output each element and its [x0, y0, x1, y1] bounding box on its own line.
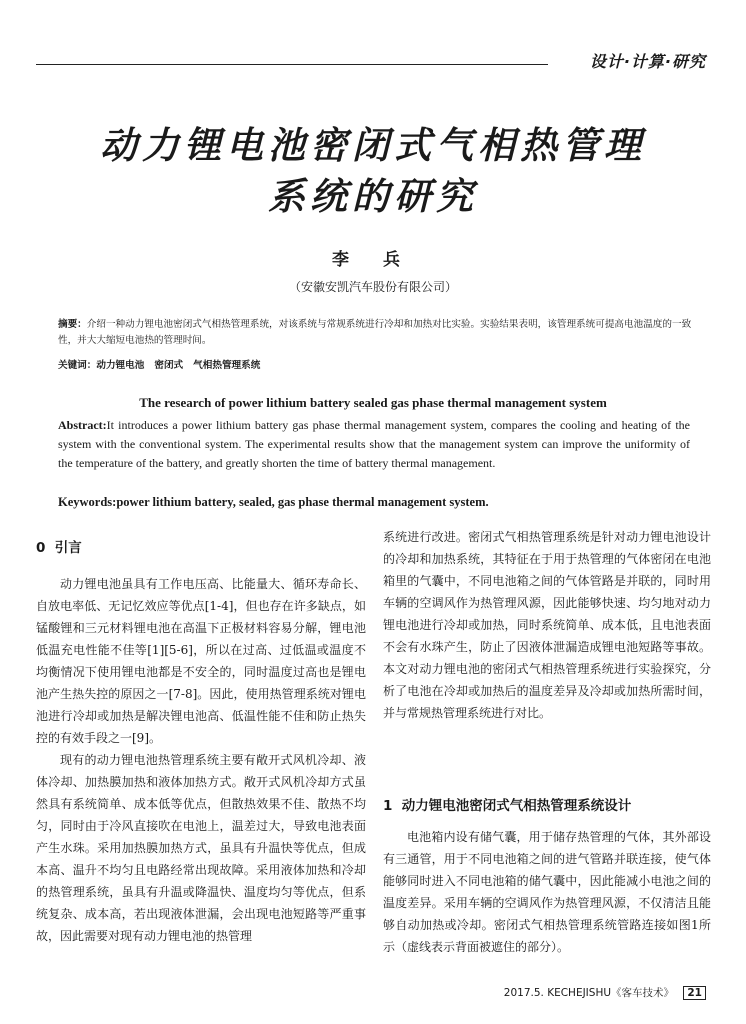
- footer-issue: 2017.5.: [503, 987, 544, 999]
- english-title: The research of power lithium battery sealed gas phase thermal management system: [139, 395, 607, 410]
- abstract-cn: [58, 317, 698, 348]
- page-number: 21: [683, 986, 706, 1000]
- page-footer: [504, 985, 706, 1000]
- right-column: [383, 526, 711, 724]
- article-title-line2: 系统的研究: [268, 175, 478, 218]
- affiliation: （安徽安凯汽车股份有限公司）: [288, 280, 457, 294]
- article-title-line1: 动力锂电池密闭式气相热管理: [100, 124, 646, 167]
- intro-paragraph-2: 现有的动力锂电池热管理系统主要有敞开式风机冷却、液体冷却、加热膜加热和液体加热方式。敞开式风机冷却方式虽然具有系统简单、成本低等优点，但散热效果不佳、散热不均匀，同时由于冷风直接吹在电池上，温差过大，导致电池表面产生水珠。采用加热膜加热方式，虽具有升温快等优点，但成本高、温升不均匀且电路经常出现故障。采用液体加热和冷却的热管理系统，虽具有升温或降温快、温度均匀等优点，但系统复杂、成本高，若出现液体泄漏，会出现电池短路等严重事故，因此需要对现有动力锂电池的热管理: [36, 753, 366, 943]
- header-rule: [36, 64, 548, 65]
- right-column-design: [383, 826, 711, 958]
- keywords-cn-label: 关键词：: [58, 360, 97, 371]
- keywords-cn-text: 动力锂电池 密闭式 气相热管理系统: [96, 360, 261, 371]
- section-heading-design: 1 动力锂电池密闭式气相热管理系统设计: [383, 798, 632, 814]
- abstract-en: [58, 416, 690, 473]
- keywords-cn: [58, 357, 698, 371]
- footer-journal: KECHEJISHU《客车技术》: [547, 987, 675, 999]
- left-column: [36, 573, 366, 947]
- section-heading-intro: 0 引言: [36, 540, 82, 556]
- abstract-en-text: It introduces a power lithium battery gas phase thermal management system, compares the cooling and heating of the system with the conventional system. The experimental results show that the management system can improve the uniformity of the temperature of the battery, and greatly shorten the time of battery thermal management.: [58, 418, 690, 470]
- keywords-en: [58, 495, 698, 510]
- abstract-cn-label: 摘要：: [58, 319, 87, 330]
- intro-paragraph-1: 动力锂电池虽具有工作电压高、比能量大、循环寿命长、自放电率低、无记忆效应等优点[1-4]，但也存在许多缺点，如锰酸锂和三元材料锂电池在高温下正极材料容易分解，锂电池低温充电性能不佳等[1][5-6]，所以在过高、过低温或温度不均衡情况下使用锂电池都是不安全的，同时温度过高也是锂电池产生热失控的原因之一[7-8]。因此，使用热管理系统对锂电池进行冷却或加热是解决锂电池高、低温性能不佳和防止热失控的有效手段之一[9]。: [36, 577, 366, 745]
- intro-paragraph-3: 系统进行改进。密闭式气相热管理系统是针对动力锂电池设计的冷却和加热系统，其特征在于用于热管理的气体密闭在电池箱里的气囊中，不同电池箱之间的气体管路是并联的，同时用车辆的空调风作为热管理风源，因此能够快速、均匀地对动力锂电池进行冷却或加热，同时系统简单、成本低，且电池表面不会有水珠产生，防止了因液体泄漏造成锂电池短路等事故。本文对动力锂电池的密闭式气相热管理系统进行实验探究，分析了电池在冷却或加热后的温度差异及冷却或加热所需时间，并与常规热管理系统进行对比。: [383, 530, 711, 720]
- design-paragraph-1: 电池箱内设有储气囊，用于储存热管理的气体，其外部设有三通管，用于不同电池箱之间的进气管路并联连接，使气体能够同时进入不同电池箱的储气囊中，因此能减小电池之间的温度差异。采用车辆的空调风作为热管理风源，不仅清洁且能够自动加热或冷却。密闭式气相热管理系统管路连接如图1所示（虚线表示背面被遮住的部分）。: [383, 830, 711, 954]
- author: 李 兵: [332, 250, 414, 270]
- section-tag: 设计·计算·研究: [589, 52, 706, 71]
- keywords-en-label: Keywords:: [58, 495, 117, 509]
- abstract-cn-text: 介绍一种动力锂电池密闭式气相热管理系统，对该系统与常规系统进行冷却和加热对比实验。实验结果表明，该管理系统可提高电池温度的一致性，并大大缩短电池热的管理时间。: [58, 319, 692, 346]
- keywords-en-text: power lithium battery, sealed, gas phase thermal management system.: [116, 495, 489, 509]
- abstract-en-label: Abstract:: [58, 418, 107, 432]
